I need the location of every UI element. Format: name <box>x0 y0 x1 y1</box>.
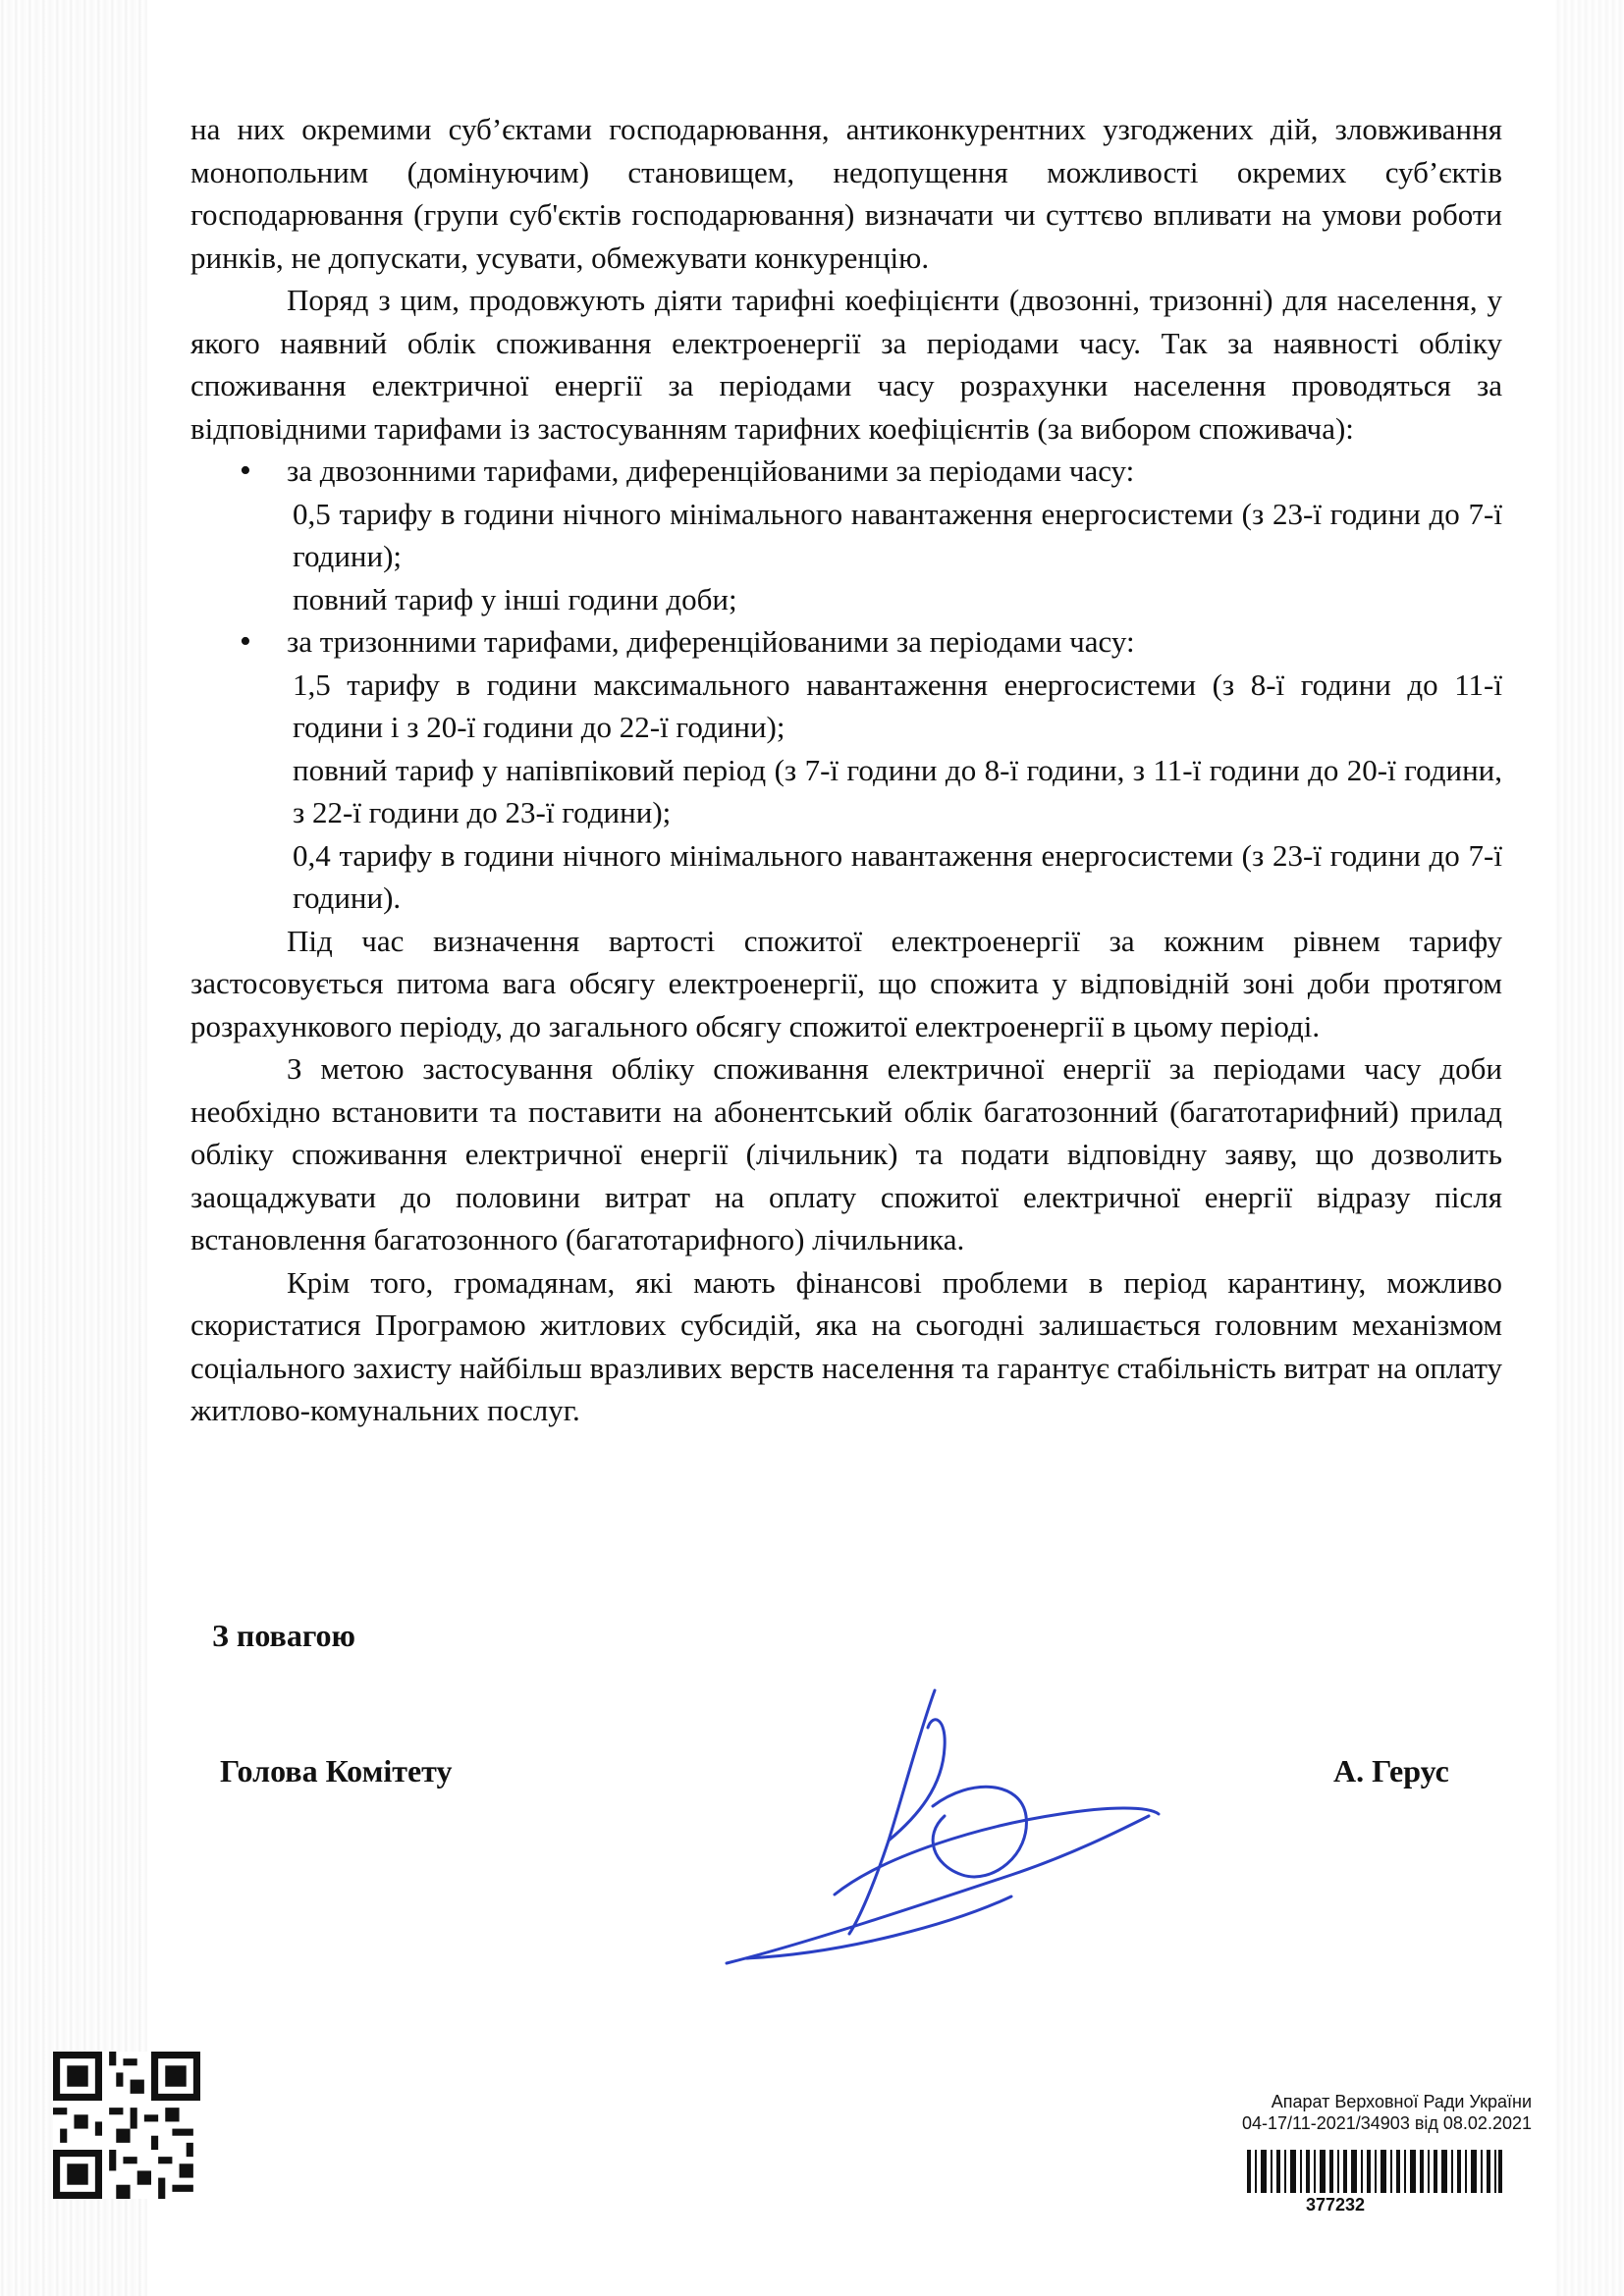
signatory-title: Голова Комітету <box>220 1753 453 1789</box>
bullet-item: • за двозонними тарифами, диференційованими за періодами часу: <box>190 450 1502 493</box>
signatory-name: А. Герус <box>1333 1753 1449 1789</box>
bullet-item: • за тризонними тарифами, диференційованими за періодами часу: <box>190 620 1502 664</box>
bullet-subline: 0,5 тарифу в години нічного мінімального навантаження енергосистеми (з 23-ї години до 7-ї години); <box>293 496 1502 573</box>
paragraph: Під час визначення вартості спожитої електроенергії за кожним рівнем тарифу застосовується питома вага обсягу електроенергії, що спожита у відповідній зоні доби протягом розрахункового періоду, до загального обсягу спожитої електроенергії в цьому періоді. <box>190 923 1502 1043</box>
barcode-number: 377232 <box>1306 2195 1366 2215</box>
bullet-subline: 0,4 тарифу в години нічного мінімального навантаження енергосистеми (з 23-ї години до 7-ї години). <box>293 837 1502 915</box>
qr-code <box>53 2052 200 2199</box>
paragraph: Крім того, громадянам, які мають фінансові проблеми в період карантину, можливо скористатися Програмою житлових субсидій, яка на сьогодні залишається головним механізмом соціального захисту найбільш вразливих верств населення та гарантує стабільність витрат на оплату житлово-комунальних послуг. <box>190 1264 1502 1427</box>
stamp-organization: Апарат Верховної Ради України <box>1271 2092 1532 2111</box>
letter-body <box>190 108 1502 1432</box>
closing-phrase: З повагою <box>212 1618 355 1653</box>
handwritten-signature <box>687 1669 1218 1983</box>
paragraph: З метою застосування обліку споживання електричної енергії за періодами часу доби необхідно встановити та поставити на абонентський облік багатозонний (багатотарифний) прилад обліку споживання електричної енергії (лічильник) та подати відповідну заяву, що дозволить заощаджувати до половини витрат на оплату спожитої електричної енергії відразу після встановлення багатозонного (багатотарифного) лічильника. <box>190 1051 1502 1256</box>
paragraph: Поряд з цим, продовжують діяти тарифні коефіцієнти (двозонні, тризонні) для населення, у якого наявний облік споживання електроенергії за періодами часу. Так за наявності обліку споживання електричної енергії за періодами часу розрахунки населення проводяться за відповідними тарифами із застосуванням тарифних коефіцієнтів (за вибором споживача): <box>190 283 1502 446</box>
stamp-registration: 04-17/11-2021/34903 від 08.02.2021 <box>1242 2113 1532 2133</box>
bullet-subline: повний тариф у напівпіковий період (з 7-ї години до 8-ї години, з 11-ї години до 20-ї години, з 22-ї години до 23-ї години); <box>293 752 1502 829</box>
scan-artifact-right <box>1555 0 1624 2296</box>
paragraph: на них окремими суб’єктами господарювання, антиконкурентних узгоджених дій, зловживання монопольним (домінуючим) становищем, недопущення можливості окремих суб’єктів господарювання (групи суб'єктів господарювання) визначати чи суттєво впливати на умови роботи ринків, не допускати, усувати, обмежувати конкуренцію. <box>190 112 1502 275</box>
barcode <box>1247 2150 1502 2193</box>
bullet-subline: повний тариф у інші години доби; <box>293 581 737 616</box>
scan-artifact-left <box>0 0 147 2296</box>
bullet-subline: 1,5 тарифу в години максимального навантаження енергосистеми (з 8-ї години до 11-ї години і з 20-ї години до 22-ї години); <box>293 667 1502 744</box>
registration-stamp <box>1159 2091 1532 2134</box>
